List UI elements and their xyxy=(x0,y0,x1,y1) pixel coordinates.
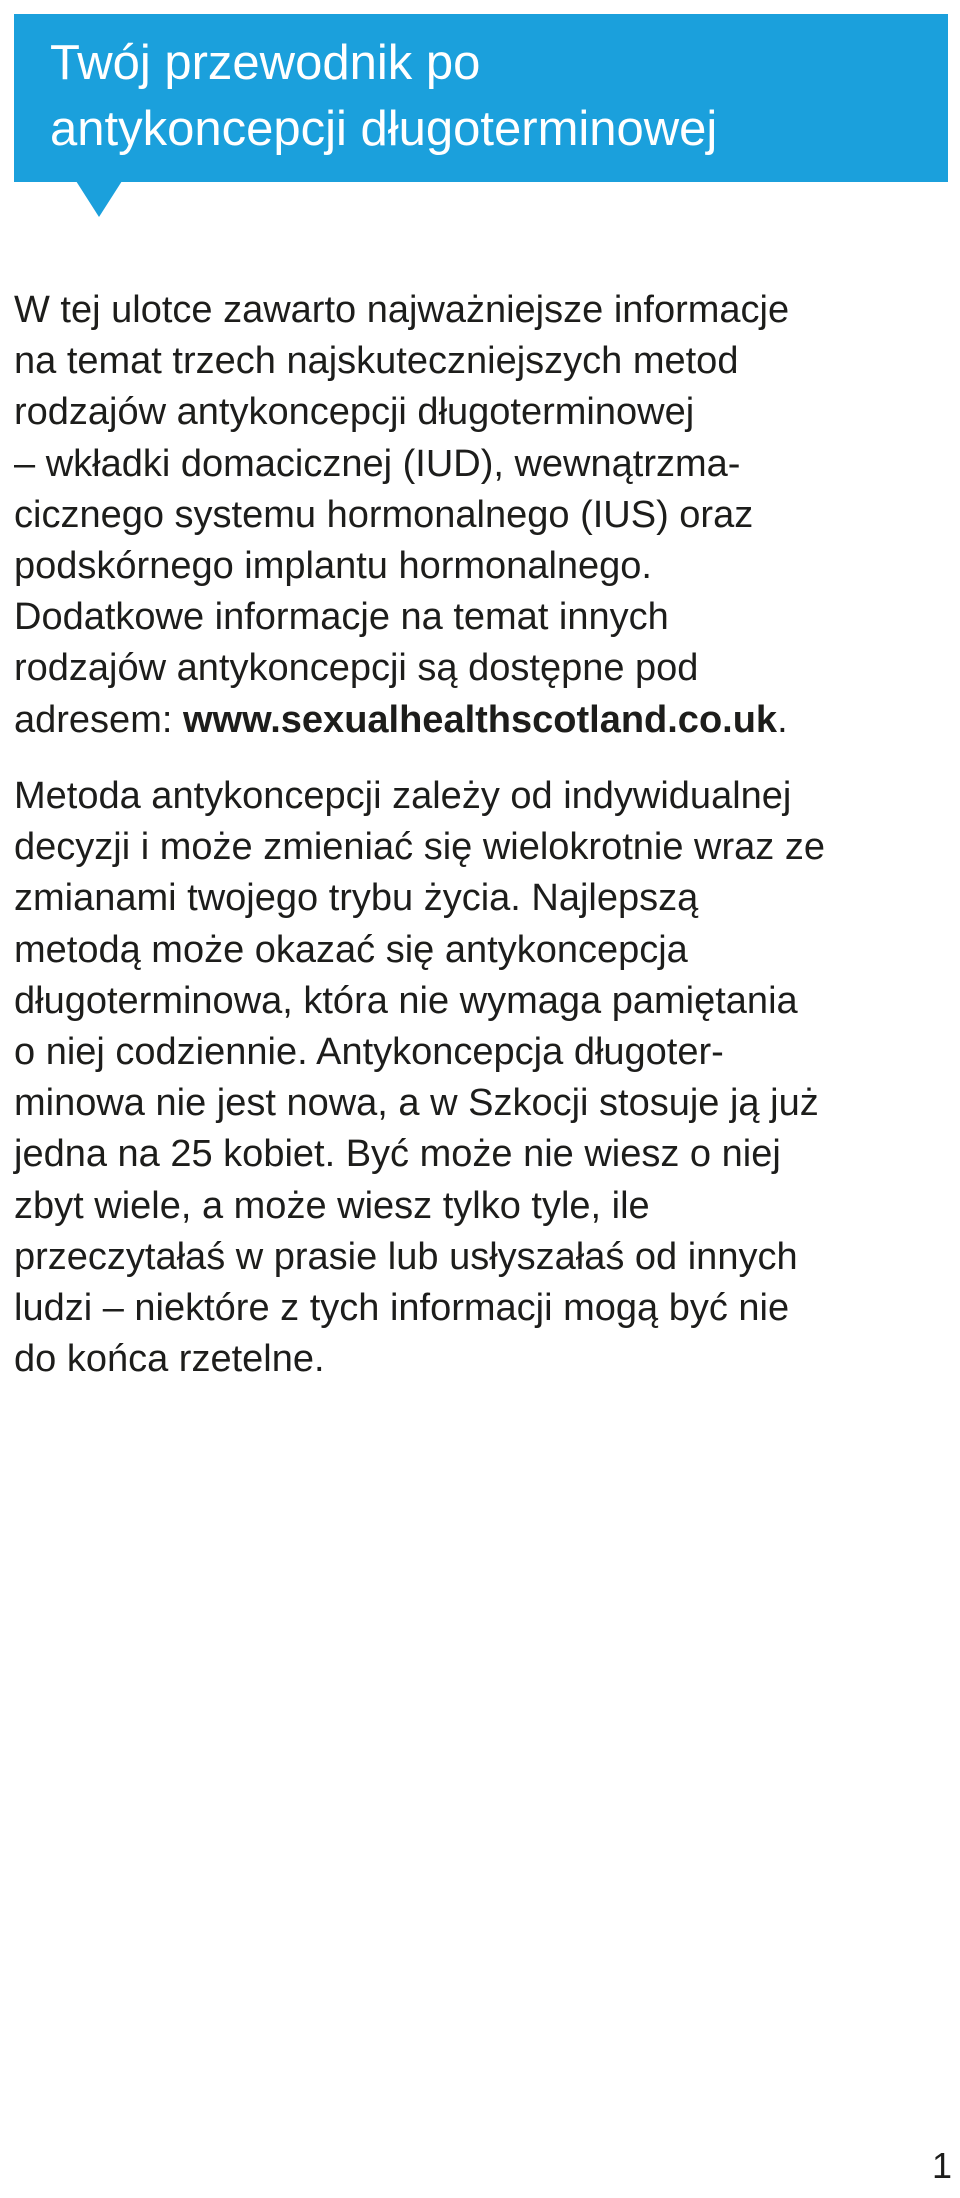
body-line: zmianami twojego trybu życia. Najlepszą xyxy=(14,877,699,920)
body-line: długoterminowa, która nie wymaga pamiętania xyxy=(14,979,798,1022)
page-title xyxy=(50,30,912,162)
intro-paragraph xyxy=(14,285,952,746)
body-line: metodą może okazać się antykoncepcja xyxy=(14,928,688,971)
body-line: minowa nie jest nowa, a w Szkocji stosuje ją już xyxy=(14,1082,819,1125)
intro-line: rodzajów antykoncepcji długoterminowej xyxy=(14,391,695,434)
body-line: jedna na 25 kobiet. Być może nie wiesz o niej xyxy=(14,1133,781,1176)
title-banner-pointer xyxy=(76,181,122,217)
intro-line: podskórnego implantu hormonalnego. xyxy=(14,545,652,588)
body-line: decyzji i może zmieniać się wielokrotnie wraz ze xyxy=(14,826,825,869)
website-link[interactable]: www.sexualhealthscotland.co.uk xyxy=(182,698,778,741)
intro-line: – wkładki domacicznej (IUD), wewnątrzma- xyxy=(14,442,741,485)
intro-line: Dodatkowe informacje na temat innych xyxy=(14,596,669,639)
page-title-line-2: antykoncepcji długoterminowej xyxy=(50,102,718,156)
body-line: do końca rzetelne. xyxy=(14,1338,325,1381)
body-line: Metoda antykoncepcji zależy od indywidualnej xyxy=(14,775,792,817)
body-paragraph xyxy=(14,771,952,1385)
intro-line: cicznego systemu hormonalnego (IUS) oraz xyxy=(14,493,754,536)
intro-line: W tej ulotce zawarto najważniejsze informacje xyxy=(14,289,790,331)
body-line: ludzi – niektóre z tych informacji mogą być nie xyxy=(14,1287,790,1330)
body-line: o niej codziennie. Antykoncepcja długoter- xyxy=(14,1031,724,1074)
intro-line-prefix: adresem: xyxy=(14,698,183,741)
intro-line-suffix: . xyxy=(777,698,788,741)
page-title-line-1: Twój przewodnik po xyxy=(50,36,481,90)
title-banner xyxy=(14,14,948,182)
body-line: przeczytałaś w prasie lub usłyszałaś od innych xyxy=(14,1235,798,1278)
intro-line: rodzajów antykoncepcji są dostępne pod xyxy=(14,647,699,690)
page-number: 1 xyxy=(931,2145,952,2186)
intro-line: na temat trzech najskuteczniejszych metod xyxy=(14,340,739,383)
body-line: zbyt wiele, a może wiesz tylko tyle, ile xyxy=(14,1184,650,1227)
